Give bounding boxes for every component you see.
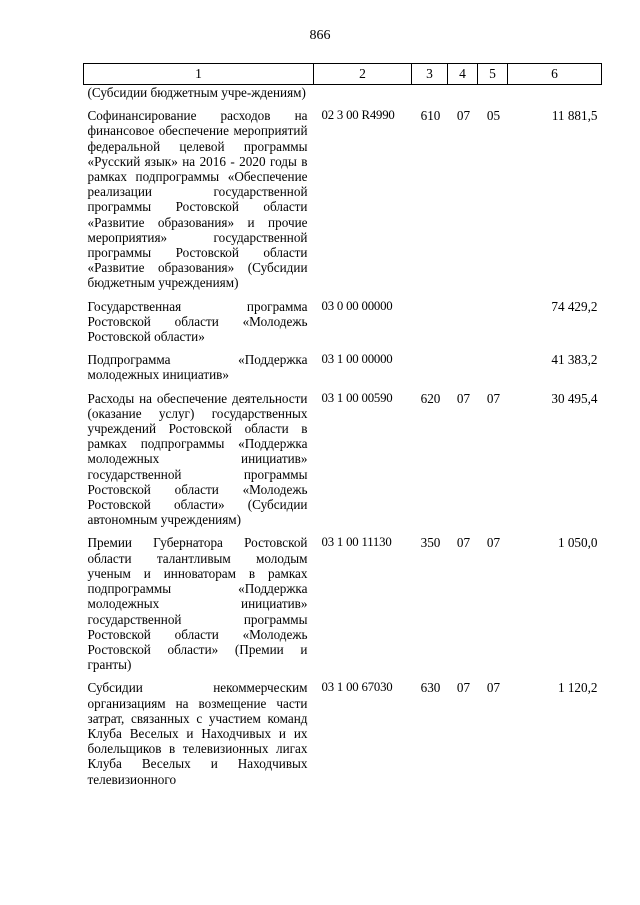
- row-col3: [412, 85, 448, 109]
- row-col5: 07: [486, 535, 501, 551]
- header-col-5: 5: [478, 64, 508, 85]
- row-col4: [448, 299, 478, 353]
- header-col-3: 3: [412, 64, 448, 85]
- row-code: [314, 85, 412, 109]
- table-row: [84, 352, 602, 390]
- header-col-4: 4: [448, 64, 478, 85]
- row-col5: 05: [486, 108, 501, 124]
- table-row: [84, 85, 602, 109]
- row-col3: 620: [420, 390, 441, 406]
- row-col3: 350: [420, 535, 441, 551]
- table-row: [84, 391, 602, 536]
- row-col4: 07: [456, 108, 471, 124]
- row-code: 03 0 00 00000: [321, 298, 393, 313]
- table-row: [84, 299, 602, 353]
- row-amount: 1 050,0: [557, 535, 598, 551]
- row-name: Государственная программа Ростовской области «Молодежь Ростовской области»: [87, 298, 308, 345]
- row-col3: 630: [420, 680, 441, 696]
- row-amount: 1 120,2: [557, 680, 598, 696]
- row-col4: 07: [456, 390, 471, 406]
- table-row: [84, 680, 602, 794]
- row-col5: 07: [486, 390, 501, 406]
- row-col5: [478, 352, 508, 390]
- row-amount: 41 383,2: [551, 352, 598, 368]
- table-header-row: [84, 64, 602, 85]
- row-name: (Субсидии бюджетным учре-ждениям): [87, 85, 306, 100]
- row-col5: [478, 85, 508, 109]
- header-col-1: 1: [84, 64, 314, 85]
- row-code: 03 1 00 11130: [321, 535, 392, 550]
- row-code: 03 1 00 00590: [321, 390, 393, 405]
- row-name: Подпрограмма «Поддержка молодежных инициатив»: [87, 352, 308, 383]
- row-col4: 07: [456, 680, 471, 696]
- row-code: 02 3 00 R4990: [321, 108, 395, 123]
- row-name: Расходы на обеспечение деятельности (оказание услуг) государственных учреждений Ростовской области в рамках подпрограммы «Поддержка молодежных инициатив» государственной программы Ростовской области «Молодежь Ростовской области» (Субсидии автономным учреждениям): [87, 390, 308, 528]
- row-col5: 07: [486, 680, 501, 696]
- row-col3: 610: [420, 108, 441, 124]
- row-amount: [508, 85, 602, 109]
- row-col4: 07: [456, 535, 471, 551]
- row-col3: [412, 352, 448, 390]
- row-amount: 30 495,4: [551, 390, 598, 406]
- row-col3: [412, 299, 448, 353]
- row-amount: 11 881,5: [551, 108, 598, 124]
- page-number: 866: [309, 28, 331, 43]
- budget-table: [83, 63, 602, 795]
- header-col-6: 6: [508, 64, 602, 85]
- row-name: Премии Губернатора Ростовской области талантливым молодым ученым и инноваторам в рамках подпрограммы «Поддержка молодежных инициатив» государственной программы Ростовской области «Молодежь Ростовской области» (Премии и гранты): [87, 535, 308, 673]
- row-code: 03 1 00 00000: [321, 352, 393, 367]
- row-col5: [478, 299, 508, 353]
- row-name: Субсидии некоммерческим организациям на возмещение части затрат, связанных с участием команд Клуба Веселых и Находчивых и их болельщиков в телевизионных лигах Клуба Веселых и Находчивых телевизионного: [87, 680, 308, 787]
- table-row: [84, 108, 602, 298]
- table-row: [84, 535, 602, 680]
- row-col4: [448, 85, 478, 109]
- row-name: Софинансирование расходов на финансовое обеспечение мероприятий федеральной целевой программы «Русский язык» на 2016 - 2020 годы в рамках подпрограммы «Обеспечение реализации государственной программы Ростовской области «Развитие образования» и прочие мероприятия» государственной программы Ростовской области «Развитие образования» (Субсидии бюджетным учреждениям): [87, 108, 308, 291]
- row-code: 03 1 00 67030: [321, 680, 393, 695]
- header-col-2: 2: [314, 64, 412, 85]
- row-col4: [448, 352, 478, 390]
- row-amount: 74 429,2: [551, 298, 598, 314]
